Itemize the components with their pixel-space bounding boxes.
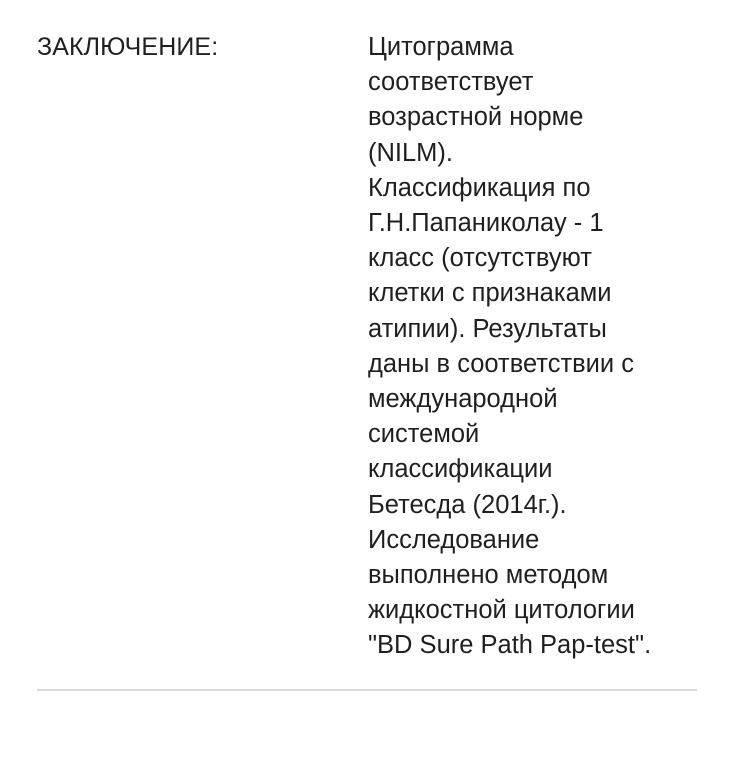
conclusion-label: ЗАКЛЮЧЕНИЕ:	[37, 33, 219, 61]
section-divider	[37, 689, 697, 691]
conclusion-text-line: системой	[368, 420, 480, 449]
conclusion-text-line: клетки с признаками	[368, 279, 612, 308]
conclusion-text-line: возрастной норме	[368, 103, 584, 132]
conclusion-text-line: атипии). Результаты	[368, 314, 607, 343]
conclusion-text-line: Г.Н.Папаниколау - 1	[368, 209, 604, 238]
conclusion-text-line: жидкостной цитологии	[368, 596, 635, 625]
conclusion-text-line: международной	[368, 385, 558, 414]
conclusion-text-line: Исследование	[368, 525, 540, 554]
conclusion-text-line: "BD Sure Path Pap-test".	[368, 631, 652, 660]
conclusion-text-line: Бетесда (2014г.).	[368, 490, 567, 519]
conclusion-text-line: выполнено методом	[368, 561, 609, 590]
conclusion-row	[37, 30, 697, 664]
conclusion-text-line: соответствует	[368, 68, 534, 97]
conclusion-text-line: класс (отсутствуют	[368, 244, 592, 273]
conclusion-text-line: даны в соответствии с	[368, 349, 634, 378]
conclusion-text-line: Цитограмма	[368, 33, 514, 61]
conclusion-text-line: классификации	[368, 455, 553, 484]
conclusion-text-line: Классификация по	[368, 173, 591, 202]
conclusion-text	[368, 30, 697, 664]
conclusion-text-line: (NILM).	[368, 138, 453, 167]
